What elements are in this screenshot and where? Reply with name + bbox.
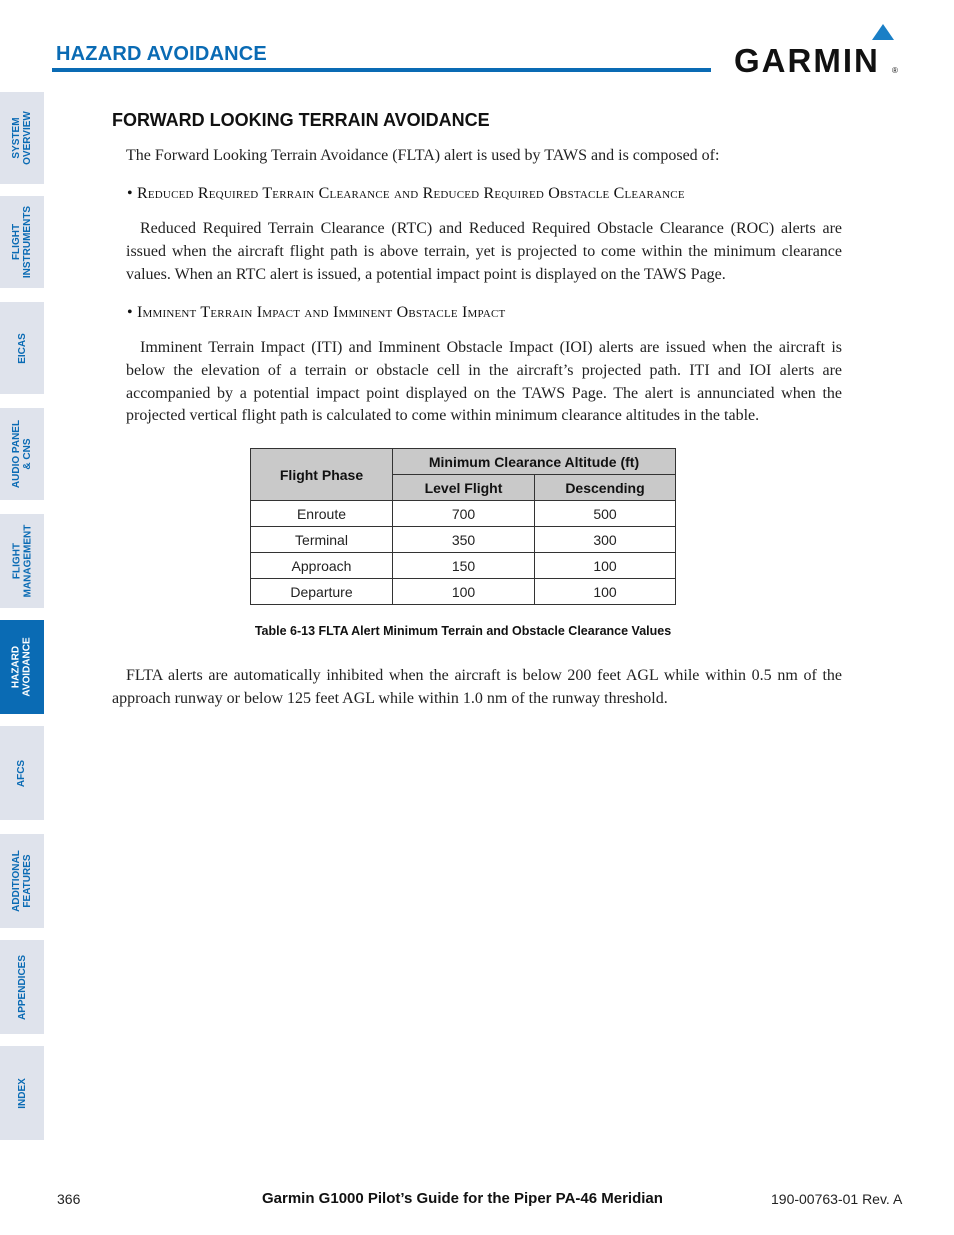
side-tab-audio-panel-cns[interactable] (0, 408, 44, 500)
cell-level: 700 (393, 501, 535, 527)
cell-descending: 100 (535, 553, 676, 579)
cell-descending: 500 (535, 501, 676, 527)
cell-phase: Departure (251, 579, 393, 605)
side-tab-label: SYSTEM OVERVIEW (11, 111, 33, 165)
closing-paragraph: FLTA alerts are automatically inhibited when the aircraft is below 200 feet AGL while within 0.5 nm of the approach runway or below 125 feet AGL while within 1.0 nm of the runway threshold. (112, 667, 842, 707)
cell-level: 100 (393, 579, 535, 605)
col-header-level-flight: Level Flight (393, 475, 535, 501)
bullet-heading-rtc-roc: • Reduced Required Terrain Clearance and Reduced Required Obstacle Clearance (127, 185, 685, 202)
side-tab-flight-management[interactable] (0, 514, 44, 608)
rtc-roc-paragraph: Reduced Required Terrain Clearance (RTC) and Reduced Required Obstacle Clearance (ROC) alerts are issued when the aircraft flight path is above terrain, yet is projected to come within the minimum clearance values. When an RTC alert is issued, a potential impact point is displayed on the TAWS Page. (126, 220, 842, 283)
header-rule (52, 68, 711, 72)
side-tab-index[interactable] (0, 1046, 44, 1140)
side-tab-system-overview[interactable] (0, 92, 44, 184)
section-header: HAZARD AVOIDANCE (56, 43, 267, 65)
table-row (251, 579, 676, 605)
side-tab-afcs[interactable] (0, 726, 44, 820)
logo-text: GARMIN (734, 42, 880, 79)
table-row (251, 553, 676, 579)
table-row (251, 501, 676, 527)
side-tab-label: AUDIO PANEL & CNS (11, 419, 33, 489)
cell-phase: Terminal (251, 527, 393, 553)
side-tab-appendices[interactable] (0, 940, 44, 1034)
cell-level: 350 (393, 527, 535, 553)
side-tab-label: ADDITIONAL FEATURES (11, 850, 34, 912)
side-tab-label: INDEX (16, 1077, 28, 1109)
table-caption: Table 6-13 FLTA Alert Minimum Terrain and Obstacle Clearance Values (254, 624, 672, 638)
side-tab-label: FLIGHT MANAGEMENT (11, 524, 33, 598)
intro-paragraph: The Forward Looking Terrain Avoidance (FLTA) alert is used by TAWS and is composed of: (126, 147, 720, 164)
side-tab-label: APPENDICES (16, 954, 28, 1020)
garmin-logo (734, 24, 900, 79)
footer-title: Garmin G1000 Pilot’s Guide for the Piper PA-46 Meridian (262, 1190, 663, 1207)
doc-number: 190-00763-01 Rev. A (771, 1191, 903, 1207)
cell-phase: Enroute (251, 501, 393, 527)
side-tab-additional-features[interactable] (0, 834, 44, 928)
page-number: 366 (57, 1191, 81, 1207)
iti-ioi-paragraph: Imminent Terrain Impact (ITI) and Imminent Obstacle Impact (IOI) alerts are issued when the aircraft is below the elevation of a terrain or obstacle cell in the aircraft’s projected path. ITI and IOI alerts are accompanied by a potential impact point displayed on the TAWS Page. The alert is annunciated when the projected vertical flight path is calculated to come within minimum clearance altitudes in the table. (126, 339, 842, 425)
clearance-table (250, 448, 676, 605)
table-row (251, 527, 676, 553)
side-tab-label: AFCS (16, 759, 28, 787)
side-tab-label: HAZARD AVOIDANCE (11, 637, 34, 697)
page-title: FORWARD LOOKING TERRAIN AVOIDANCE (112, 110, 490, 130)
cell-phase: Approach (251, 553, 393, 579)
side-tab-flight-instruments[interactable] (0, 196, 44, 288)
registered-mark: ® (892, 66, 898, 75)
cell-level: 150 (393, 553, 535, 579)
col-header-min-clearance: Minimum Clearance Altitude (ft) (393, 449, 676, 475)
cell-descending: 300 (535, 527, 676, 553)
col-header-flight-phase: Flight Phase (251, 449, 393, 501)
bullet-heading-iti-ioi: • Imminent Terrain Impact and Imminent Obstacle Impact (127, 304, 506, 321)
col-header-descending: Descending (535, 475, 676, 501)
side-tab-eicas[interactable] (0, 302, 44, 394)
cell-descending: 100 (535, 579, 676, 605)
side-tab-label: EICAS (16, 332, 28, 364)
garmin-triangle-icon (872, 24, 894, 40)
side-tab-label: FLIGHT INSTRUMENTS (11, 205, 34, 279)
